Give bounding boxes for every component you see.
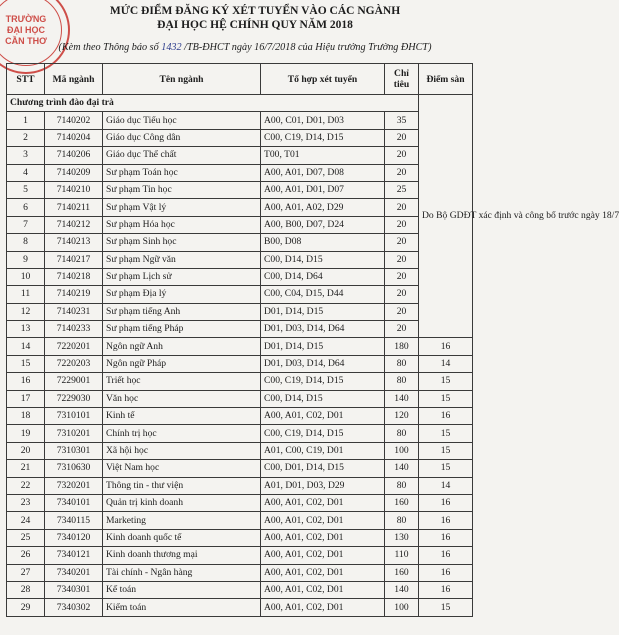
section-label: Chương trình đào đại trà — [7, 95, 419, 112]
table-row — [7, 321, 473, 338]
row-stt: 12 — [7, 303, 45, 320]
row-score: 16 — [419, 581, 473, 598]
row-stt: 2 — [7, 129, 45, 146]
row-name: Kế toán — [103, 581, 261, 598]
row-name: Kiểm toán — [103, 599, 261, 616]
row-quota: 20 — [385, 321, 419, 338]
row-name: Ngôn ngữ Anh — [103, 338, 261, 355]
document-subtitle — [0, 42, 480, 54]
row-code: 7340120 — [45, 529, 103, 546]
row-code: 7340101 — [45, 494, 103, 511]
row-code: 7140231 — [45, 303, 103, 320]
row-quota: 160 — [385, 564, 419, 581]
row-code: 7140204 — [45, 129, 103, 146]
row-stt: 25 — [7, 529, 45, 546]
row-code: 7140218 — [45, 268, 103, 285]
table-row — [7, 216, 473, 233]
table-row — [7, 234, 473, 251]
row-combo: C00, C19, D14, D15 — [261, 373, 385, 390]
row-quota: 35 — [385, 112, 419, 129]
row-name: Việt Nam học — [103, 460, 261, 477]
row-stt: 18 — [7, 408, 45, 425]
row-quota: 110 — [385, 547, 419, 564]
header-name: Tên ngành — [103, 64, 261, 95]
row-quota: 20 — [385, 251, 419, 268]
row-stt: 20 — [7, 442, 45, 459]
table-row — [7, 564, 473, 581]
row-score: 16 — [419, 564, 473, 581]
row-quota: 140 — [385, 390, 419, 407]
row-name: Sư phạm tiếng Pháp — [103, 321, 261, 338]
row-stt: 23 — [7, 494, 45, 511]
row-score: 16 — [419, 494, 473, 511]
table-row — [7, 512, 473, 529]
row-score: 16 — [419, 512, 473, 529]
row-quota: 80 — [385, 512, 419, 529]
row-name: Giáo dục Tiểu học — [103, 112, 261, 129]
row-name: Sư phạm Địa lý — [103, 286, 261, 303]
row-stt: 22 — [7, 477, 45, 494]
row-name: Giáo dục Công dân — [103, 129, 261, 146]
row-combo: A00, A01, C02, D01 — [261, 512, 385, 529]
row-code: 7340302 — [45, 599, 103, 616]
row-score: 14 — [419, 477, 473, 494]
row-score: 15 — [419, 460, 473, 477]
row-stt: 13 — [7, 321, 45, 338]
row-name: Chính trị học — [103, 425, 261, 442]
row-score: 15 — [419, 599, 473, 616]
title-line-2: ĐẠI HỌC HỆ CHÍNH QUY NĂM 2018 — [157, 19, 353, 31]
table-row — [7, 355, 473, 372]
table-row — [7, 529, 473, 546]
row-code: 7229001 — [45, 373, 103, 390]
row-quota: 130 — [385, 529, 419, 546]
row-name: Kinh tế — [103, 408, 261, 425]
row-code: 7310101 — [45, 408, 103, 425]
table-row — [7, 581, 473, 598]
row-quota: 100 — [385, 599, 419, 616]
row-stt: 5 — [7, 181, 45, 198]
row-combo: A00, A01, C02, D01 — [261, 564, 385, 581]
row-combo: D01, D03, D14, D64 — [261, 321, 385, 338]
table-row — [7, 547, 473, 564]
row-stt: 17 — [7, 390, 45, 407]
table-header-row — [7, 64, 473, 95]
row-name: Sư phạm Sinh học — [103, 234, 261, 251]
row-name: Thông tin - thư viện — [103, 477, 261, 494]
row-score: 15 — [419, 425, 473, 442]
row-score: 16 — [419, 547, 473, 564]
row-quota: 180 — [385, 338, 419, 355]
row-name: Marketing — [103, 512, 261, 529]
row-combo: C00, C04, D15, D44 — [261, 286, 385, 303]
row-combo: B00, D08 — [261, 234, 385, 251]
row-combo: A00, A01, D07, D08 — [261, 164, 385, 181]
row-name: Triết học — [103, 373, 261, 390]
row-code: 7220201 — [45, 338, 103, 355]
row-combo: D01, D03, D14, D64 — [261, 355, 385, 372]
table-row — [7, 373, 473, 390]
row-name: Sư phạm Lịch sử — [103, 268, 261, 285]
row-combo: D01, D14, D15 — [261, 338, 385, 355]
table-row — [7, 251, 473, 268]
row-code: 7310630 — [45, 460, 103, 477]
row-code: 7229030 — [45, 390, 103, 407]
row-score: 15 — [419, 390, 473, 407]
table-row — [7, 286, 473, 303]
row-code: 7140209 — [45, 164, 103, 181]
row-combo: A00, A01, D01, D07 — [261, 181, 385, 198]
row-score: 16 — [419, 338, 473, 355]
row-stt: 14 — [7, 338, 45, 355]
table-row — [7, 181, 473, 198]
row-code: 7140206 — [45, 147, 103, 164]
row-name: Quản trị kinh doanh — [103, 494, 261, 511]
title-line-1: MỨC ĐIỂM ĐĂNG KÝ XÉT TUYỂN VÀO CÁC NGÀNH — [109, 5, 401, 17]
row-quota: 100 — [385, 442, 419, 459]
row-quota: 25 — [385, 181, 419, 198]
subtitle-prefix: (Kèm theo Thông báo số — [58, 42, 162, 53]
row-score: 16 — [419, 408, 473, 425]
row-stt: 29 — [7, 599, 45, 616]
row-quota: 140 — [385, 460, 419, 477]
row-combo: A01, C00, C19, D01 — [261, 442, 385, 459]
row-quota: 20 — [385, 216, 419, 233]
table-row — [7, 164, 473, 181]
row-stt: 3 — [7, 147, 45, 164]
row-stt: 1 — [7, 112, 45, 129]
table-row — [7, 599, 473, 616]
seal-text-2: ĐẠI HỌC — [7, 24, 45, 35]
row-name: Văn học — [103, 390, 261, 407]
row-code: 7140212 — [45, 216, 103, 233]
row-code: 7310301 — [45, 442, 103, 459]
row-stt: 16 — [7, 373, 45, 390]
table-row — [7, 112, 473, 129]
table-row — [7, 268, 473, 285]
table-row — [7, 408, 473, 425]
floor-score-note: Do Bộ GDĐT xác định và công bố trước ngày 18/7 — [419, 95, 473, 338]
row-quota: 20 — [385, 234, 419, 251]
row-combo: A00, B00, D07, D24 — [261, 216, 385, 233]
row-name: Kinh doanh thương mại — [103, 547, 261, 564]
row-code: 7140233 — [45, 321, 103, 338]
row-code: 7220203 — [45, 355, 103, 372]
row-name: Giáo dục Thể chất — [103, 147, 261, 164]
row-stt: 26 — [7, 547, 45, 564]
row-stt: 19 — [7, 425, 45, 442]
row-stt: 9 — [7, 251, 45, 268]
row-quota: 80 — [385, 477, 419, 494]
table-body — [7, 95, 619, 617]
section-row — [7, 95, 473, 112]
table-row — [7, 460, 473, 477]
header-score: Điểm sàn — [419, 64, 473, 95]
row-combo: A00, A01, C02, D01 — [261, 494, 385, 511]
row-name: Tài chính - Ngân hàng — [103, 564, 261, 581]
row-quota: 80 — [385, 355, 419, 372]
row-combo: A01, D01, D03, D29 — [261, 477, 385, 494]
row-quota: 20 — [385, 164, 419, 181]
table-row — [7, 147, 473, 164]
row-name: Sư phạm Ngữ văn — [103, 251, 261, 268]
row-quota: 20 — [385, 199, 419, 216]
row-code: 7140217 — [45, 251, 103, 268]
row-quota: 20 — [385, 286, 419, 303]
row-name: Sư phạm Vật lý — [103, 199, 261, 216]
row-code: 7140213 — [45, 234, 103, 251]
row-name: Kinh doanh quốc tế — [103, 529, 261, 546]
row-code: 7140211 — [45, 199, 103, 216]
row-combo: C00, D14, D64 — [261, 268, 385, 285]
row-stt: 8 — [7, 234, 45, 251]
row-combo: A00, A01, C02, D01 — [261, 581, 385, 598]
row-code: 7320201 — [45, 477, 103, 494]
row-stt: 7 — [7, 216, 45, 233]
table-row — [7, 494, 473, 511]
row-combo: D01, D14, D15 — [261, 303, 385, 320]
row-stt: 11 — [7, 286, 45, 303]
row-combo: C00, D01, D14, D15 — [261, 460, 385, 477]
table-row — [7, 199, 473, 216]
row-combo: A00, C01, D01, D03 — [261, 112, 385, 129]
row-stt: 28 — [7, 581, 45, 598]
row-stt: 6 — [7, 199, 45, 216]
table-row — [7, 303, 473, 320]
row-quota: 140 — [385, 581, 419, 598]
subtitle-suffix: /TB-ĐHCT ngày 16/7/2018 của Hiệu trưởng Trường ĐHCT) — [181, 42, 432, 53]
row-score: 14 — [419, 355, 473, 372]
table-row — [7, 129, 473, 146]
table-row — [7, 425, 473, 442]
row-combo: A00, A01, C02, D01 — [261, 547, 385, 564]
row-code: 7340115 — [45, 512, 103, 529]
row-quota: 80 — [385, 425, 419, 442]
table-row — [7, 390, 473, 407]
row-combo: C00, C19, D14, D15 — [261, 129, 385, 146]
table-row — [7, 338, 473, 355]
seal-text-3: CẦN THƠ — [5, 35, 47, 46]
row-code: 7310201 — [45, 425, 103, 442]
header-quota: Chỉ tiêu — [385, 64, 419, 95]
row-stt: 10 — [7, 268, 45, 285]
row-quota: 120 — [385, 408, 419, 425]
row-code: 7140202 — [45, 112, 103, 129]
row-combo: C00, D14, D15 — [261, 251, 385, 268]
row-name: Sư phạm Tin học — [103, 181, 261, 198]
handwritten-number: 1432 — [161, 42, 182, 53]
row-code: 7140219 — [45, 286, 103, 303]
row-name: Xã hội học — [103, 442, 261, 459]
row-combo: A00, A01, A02, D29 — [261, 199, 385, 216]
row-stt: 21 — [7, 460, 45, 477]
admission-table — [6, 63, 619, 617]
row-stt: 4 — [7, 164, 45, 181]
row-name: Sư phạm Hóa học — [103, 216, 261, 233]
row-combo: A00, A01, C02, D01 — [261, 408, 385, 425]
row-stt: 27 — [7, 564, 45, 581]
header-code: Mã ngành — [45, 64, 103, 95]
row-quota: 80 — [385, 373, 419, 390]
row-quota: 20 — [385, 268, 419, 285]
row-combo: A00, A01, C02, D01 — [261, 529, 385, 546]
document-title — [0, 4, 480, 32]
row-combo: C00, D14, D15 — [261, 390, 385, 407]
row-quota: 20 — [385, 303, 419, 320]
row-name: Sư phạm Toán học — [103, 164, 261, 181]
row-name: Sư phạm tiếng Anh — [103, 303, 261, 320]
row-combo: T00, T01 — [261, 147, 385, 164]
row-quota: 160 — [385, 494, 419, 511]
row-score: 15 — [419, 442, 473, 459]
row-combo: C00, C19, D14, D15 — [261, 425, 385, 442]
row-quota: 20 — [385, 129, 419, 146]
row-stt: 24 — [7, 512, 45, 529]
row-score: 16 — [419, 529, 473, 546]
table-row — [7, 442, 473, 459]
table-row — [7, 477, 473, 494]
row-code: 7340201 — [45, 564, 103, 581]
header-combo: Tổ hợp xét tuyển — [261, 64, 385, 95]
seal-text-1: TRƯỜNG — [5, 13, 47, 24]
row-name: Ngôn ngữ Pháp — [103, 355, 261, 372]
row-combo: A00, A01, C02, D01 — [261, 599, 385, 616]
row-code: 7140210 — [45, 181, 103, 198]
row-quota: 20 — [385, 147, 419, 164]
row-stt: 15 — [7, 355, 45, 372]
row-score: 15 — [419, 373, 473, 390]
header-stt: STT — [7, 64, 45, 95]
row-code: 7340301 — [45, 581, 103, 598]
row-code: 7340121 — [45, 547, 103, 564]
